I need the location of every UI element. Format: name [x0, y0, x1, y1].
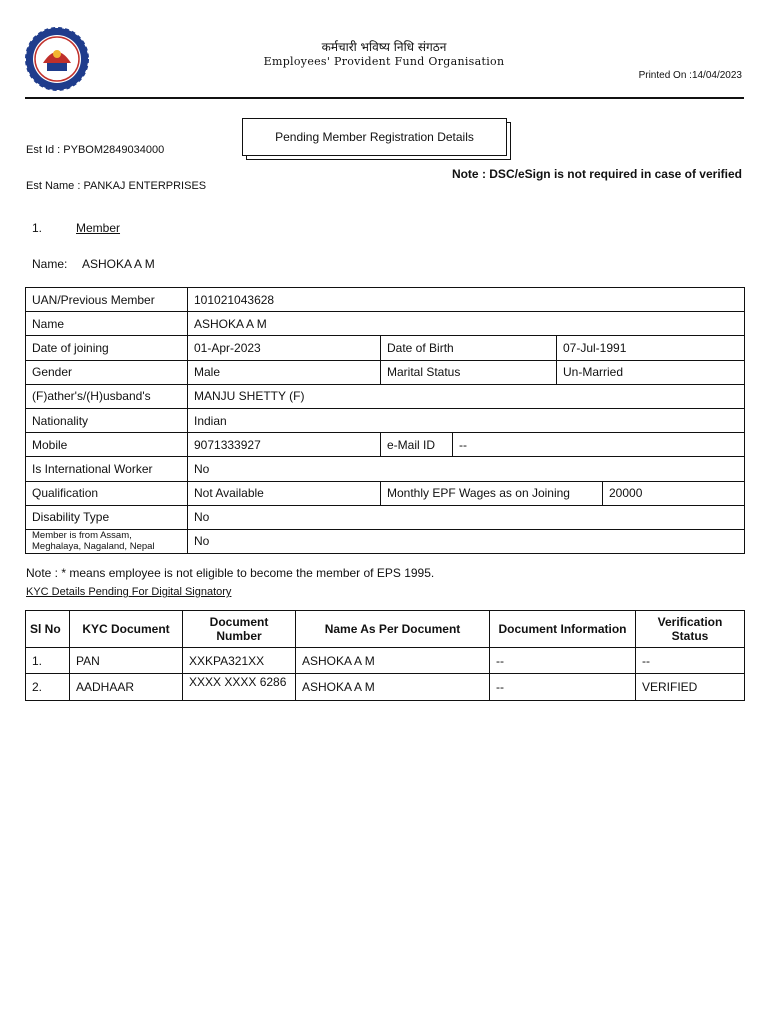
col-header-document-information: Document Information [490, 611, 636, 648]
region-value: No [188, 529, 745, 553]
email-label: e-Mail ID [381, 433, 453, 457]
email-value: -- [453, 433, 745, 457]
doj-value: 01-Apr-2023 [188, 336, 381, 360]
dsc-note: Note : DSC/eSign is not required in case of verified [451, 167, 742, 181]
table-row [26, 648, 745, 674]
org-name-english: Employees' Provident Fund Organisation [263, 55, 505, 68]
section-heading: Member [76, 221, 121, 235]
table-row [26, 288, 745, 312]
mobile-value: 9071333927 [188, 433, 381, 457]
kyc-cell: PAN [70, 648, 183, 674]
name-label: Name [26, 312, 188, 336]
kyc-table [25, 610, 745, 701]
kyc-cell: -- [490, 648, 636, 674]
kyc-cell: -- [636, 648, 745, 674]
qualification-value: Not Available [188, 481, 381, 505]
kyc-cell: XXKPA321XX [183, 648, 296, 674]
kyc-cell: 2. [26, 674, 70, 701]
kyc-section-title: KYC Details Pending For Digital Signatory [26, 586, 232, 598]
nationality-label: Nationality [26, 408, 188, 432]
printed-on-date: Printed On :14/04/2023 [638, 70, 742, 81]
mobile-label: Mobile [26, 433, 188, 457]
col-header-document-number: Document Number [183, 611, 296, 648]
father-label: (F)ather's/(H)usband's [26, 384, 188, 408]
father-value: MANJU SHETTY (F) [188, 384, 745, 408]
dob-label: Date of Birth [381, 336, 557, 360]
gender-value: Male [188, 360, 381, 384]
member-name-label: Name: [32, 257, 68, 271]
table-row [26, 457, 745, 481]
col-header-sl-no: Sl No [26, 611, 70, 648]
qualification-label: Qualification [26, 481, 188, 505]
disability-value: No [188, 505, 745, 529]
kyc-cell: ASHOKA A M [296, 674, 490, 701]
disability-label: Disability Type [26, 505, 188, 529]
table-row [26, 360, 745, 384]
table-row [26, 384, 745, 408]
page-title: Pending Member Registration Details [242, 118, 507, 156]
name-value: ASHOKA A M [188, 312, 745, 336]
establishment-id: Est Id : PYBOM2849034000 [26, 144, 165, 156]
wages-label: Monthly EPF Wages as on Joining [381, 481, 603, 505]
gender-label: Gender [26, 360, 188, 384]
table-row [26, 408, 745, 432]
col-header-name-as-per-document: Name As Per Document [296, 611, 490, 648]
kyc-cell: -- [490, 674, 636, 701]
table-row [26, 529, 745, 553]
kyc-cell: XXXX XXXX 6286 [183, 674, 296, 701]
uan-label: UAN/Previous Member [26, 288, 188, 312]
nationality-value: Indian [188, 408, 745, 432]
section-number: 1. [32, 221, 43, 235]
dob-value: 07-Jul-1991 [557, 336, 745, 360]
table-row [26, 336, 745, 360]
kyc-cell: 1. [26, 648, 70, 674]
wages-value: 20000 [603, 481, 745, 505]
intl-worker-label: Is International Worker [26, 457, 188, 481]
intl-worker-value: No [188, 457, 745, 481]
table-row [26, 481, 745, 505]
member-name-value: ASHOKA A M [82, 257, 155, 271]
kyc-cell: VERIFIED [636, 674, 745, 701]
org-name-hindi: कर्मचारी भविष्य निधि संगठन [321, 40, 447, 54]
uan-value: 101021043628 [188, 288, 745, 312]
table-row [26, 674, 745, 701]
kyc-cell: ASHOKA A M [296, 648, 490, 674]
col-header-verification-status: Verification Status [636, 611, 745, 648]
establishment-name: Est Name : PANKAJ ENTERPRISES [26, 180, 207, 192]
kyc-cell: AADHAAR [70, 674, 183, 701]
marital-value: Un-Married [557, 360, 745, 384]
table-row [26, 433, 745, 457]
member-details-table [25, 287, 745, 554]
header-divider [25, 97, 744, 99]
table-row [26, 312, 745, 336]
eps-note: Note : * means employee is not eligible to become the member of EPS 1995. [26, 566, 435, 580]
col-header-kyc-document: KYC Document [70, 611, 183, 648]
table-header-row [26, 611, 745, 648]
table-row [26, 505, 745, 529]
region-label: Member is from Assam, Meghalaya, Nagaland, Nepal [26, 529, 188, 553]
marital-label: Marital Status [381, 360, 557, 384]
doj-label: Date of joining [26, 336, 188, 360]
